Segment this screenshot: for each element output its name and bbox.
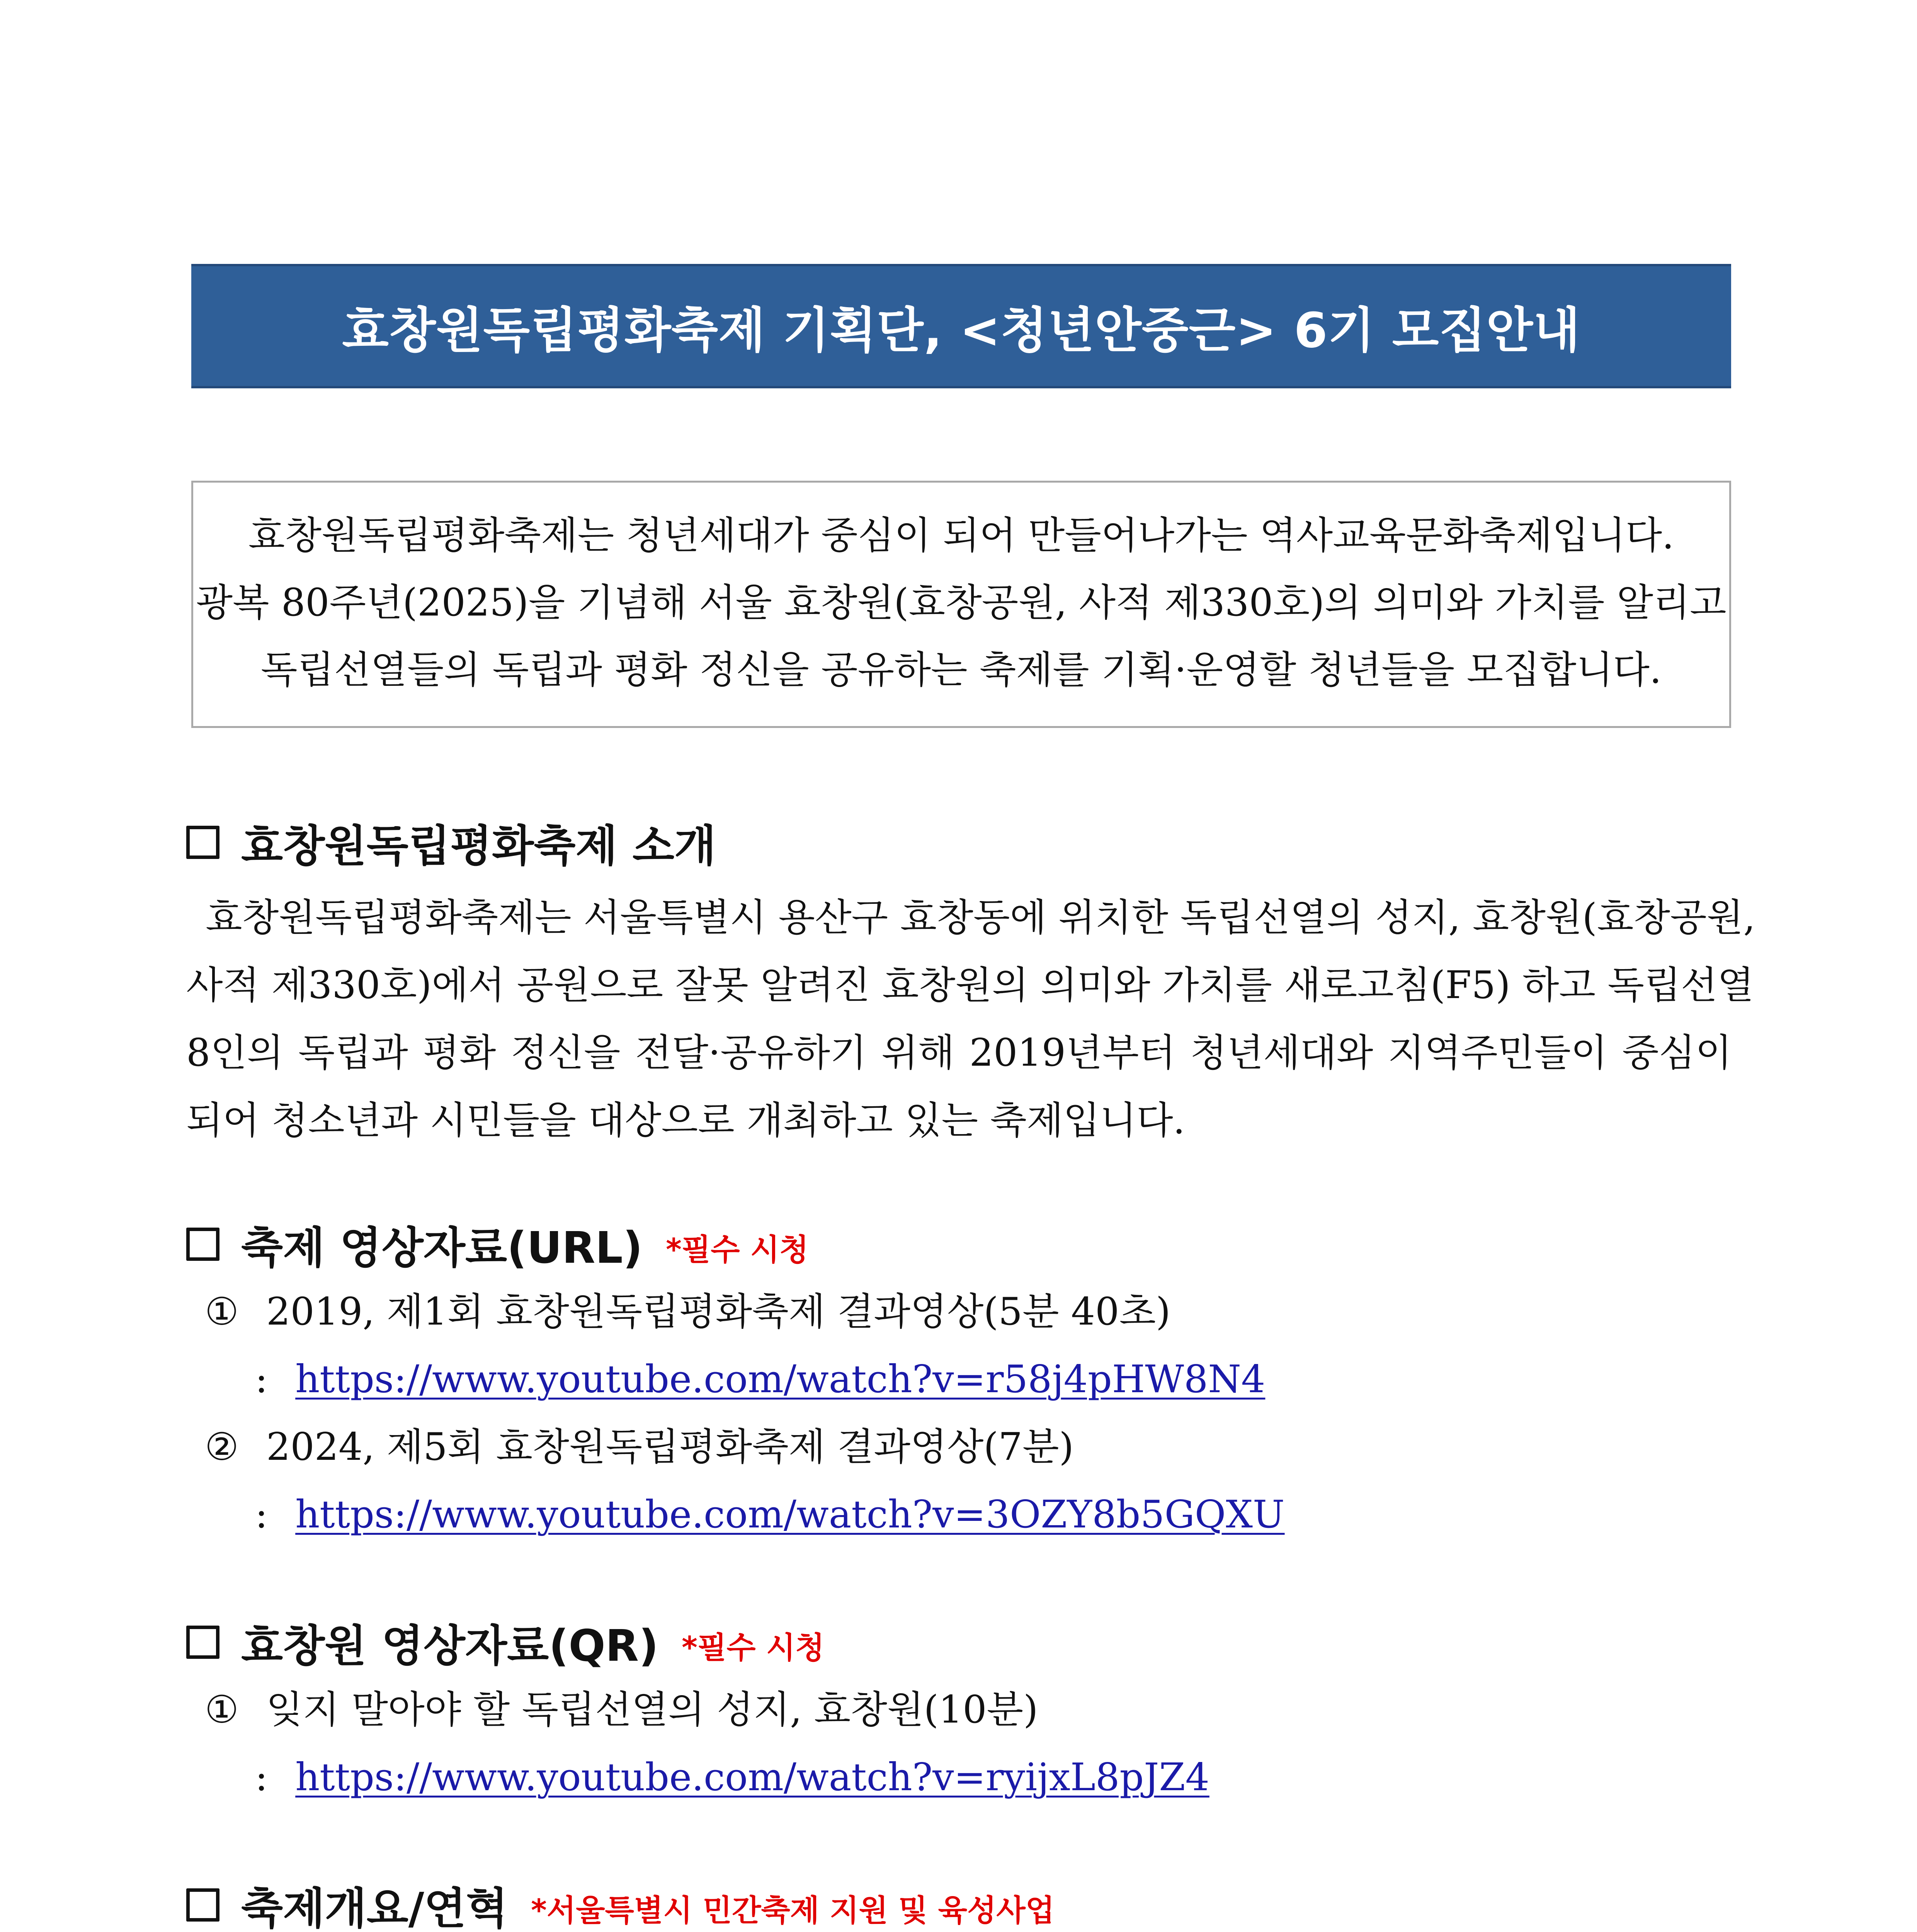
item-text: 2024, 제5회 효창원독립평화축제 결과영상(7분) [266, 1425, 1074, 1469]
item-number: ① [205, 1290, 239, 1334]
section-heading-overview [186, 1878, 1055, 1932]
section-heading-hyochangwon-video [186, 1615, 825, 1669]
video-link[interactable]: https://www.youtube.com/watch?v=r58j4pHW8N4 [295, 1357, 1266, 1401]
page-title: 효창원독립평화축제 기획단, <청년안중근> 6기 모집안내 [342, 303, 1580, 359]
intro-line: 효창원독립평화축제는 청년세대가 중심이 되어 만들어나가는 역사교육문화축제입니다. [248, 514, 1674, 558]
intro-line: 광복 80주년(2025)을 기념해 서울 효창원(효창공원, 사적 제330호)의 의미와 가치를 알리고 [196, 581, 1726, 625]
item-text: 2019, 제1회 효창원독립평화축제 결과영상(5분 40초) [266, 1290, 1171, 1334]
paragraph-line: 8인의 독립과 평화 정신을 전달·공유하기 위해 2019년부터 청년세대와 지역주민들이 중심이 [186, 1031, 1732, 1075]
url-line [255, 1490, 1285, 1540]
title-banner [191, 264, 1731, 388]
section-title: 축제개요/연혁 [241, 1883, 508, 1932]
url-prefix: : [255, 1357, 268, 1401]
paragraph-line: 사적 제330호)에서 공원으로 잘못 알려진 효창원의 의미와 가치를 새로고침(F5) 하고 독립선열 [186, 963, 1754, 1007]
checkbox-square-icon [186, 1888, 219, 1922]
url-prefix: : [255, 1493, 268, 1537]
required-note: *필수 시청 [666, 1233, 809, 1267]
paragraph-line: 되어 청소년과 시민들을 대상으로 개최하고 있는 축제입니다. [186, 1099, 1185, 1143]
checkbox-square-icon [186, 1228, 219, 1261]
list-item [205, 1685, 1038, 1735]
list-item [205, 1287, 1170, 1337]
section-title: 축제 영상자료(URL) [241, 1223, 643, 1273]
section-heading-festival-video [186, 1217, 808, 1271]
video-link[interactable]: https://www.youtube.com/watch?v=3OZY8b5GQXU [295, 1493, 1285, 1537]
url-prefix: : [255, 1755, 268, 1799]
program-note: *서울특별시 민간축제 지원 및 육성사업 [531, 1893, 1055, 1928]
item-number: ② [205, 1425, 239, 1469]
section-heading-intro [186, 815, 716, 869]
section-title: 효창원독립평화축제 소개 [241, 821, 716, 871]
url-line [255, 1752, 1209, 1803]
list-item [205, 1422, 1074, 1472]
intro-box [191, 481, 1731, 728]
url-line [255, 1354, 1265, 1405]
item-text: 잊지 말아야 할 독립선열의 성지, 효창원(10분) [266, 1688, 1038, 1732]
checkbox-square-icon [186, 1626, 219, 1659]
intro-line: 독립선열들의 독립과 평화 정신을 공유하는 축제를 기획·운영할 청년들을 모집합니다. [261, 648, 1662, 692]
item-number: ① [205, 1688, 239, 1732]
section-title: 효창원 영상자료(QR) [241, 1621, 659, 1671]
paragraph-line: 효창원독립평화축제는 서울특별시 용산구 효창동에 위치한 독립선열의 성지, 효창원(효창공원, [206, 896, 1755, 940]
checkbox-square-icon [186, 826, 219, 859]
video-link[interactable]: https://www.youtube.com/watch?v=ryijxL8pJZ4 [295, 1755, 1209, 1799]
required-note: *필수 시청 [682, 1631, 825, 1665]
